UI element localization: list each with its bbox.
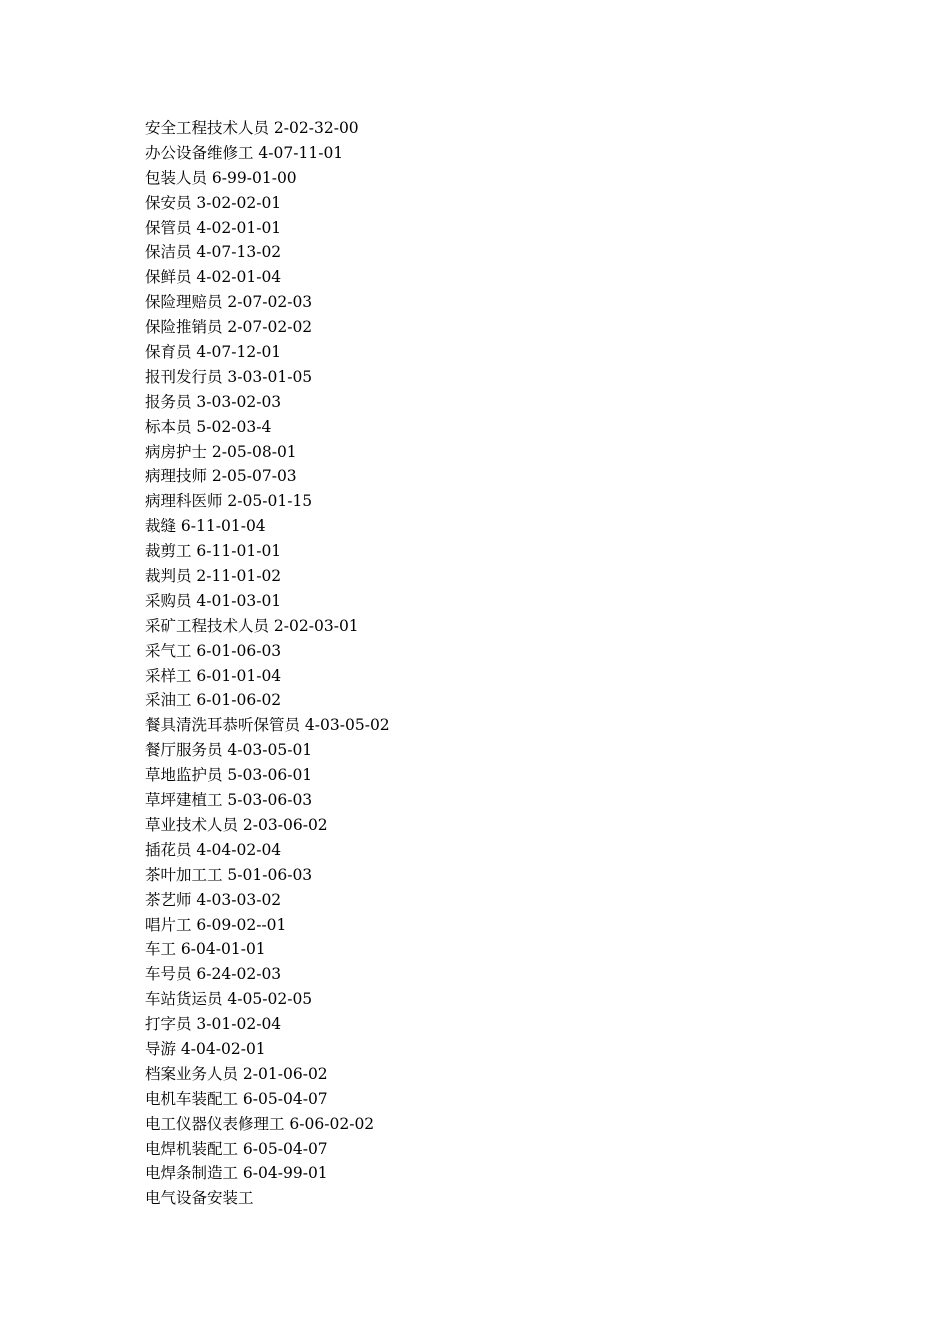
list-item: 保安员 3-02-02-01 [145, 193, 282, 212]
list-item: 病理技师 2-05-07-03 [145, 467, 297, 486]
list-item: 草地监护员 5-03-06-01 [145, 766, 313, 785]
list-item: 裁缝 6-11-01-04 [145, 517, 266, 536]
list-item: 采样工 6-01-01-04 [145, 666, 282, 685]
list-item: 保险理赔员 2-07-02-03 [145, 293, 313, 312]
list-item: 保险推销员 2-07-02-02 [145, 318, 313, 337]
list-item: 车站货运员 4-05-02-05 [145, 990, 313, 1009]
list-item: 电焊机装配工 6-05-04-07 [145, 1139, 328, 1158]
list-item: 病理科医师 2-05-01-15 [145, 492, 313, 511]
list-item: 电机车装配工 6-05-04-07 [145, 1089, 328, 1108]
list-item: 茶叶加工工 5-01-06-03 [145, 865, 313, 884]
list-item: 病房护士 2-05-08-01 [145, 442, 297, 461]
list-item: 车工 6-04-01-01 [145, 940, 266, 959]
list-item: 采气工 6-01-06-03 [145, 641, 282, 660]
list-item: 档案业务人员 2-01-06-02 [145, 1064, 328, 1083]
list-item: 餐具清洗耳恭听保管员 4-03-05-02 [145, 716, 390, 735]
list-item: 茶艺师 4-03-03-02 [145, 890, 282, 909]
list-item: 唱片工 6-09-02--01 [145, 915, 287, 934]
list-item: 餐厅服务员 4-03-05-01 [145, 741, 313, 760]
list-item: 导游 4-04-02-01 [145, 1039, 266, 1058]
list-item: 电焊条制造工 6-04-99-01 [145, 1164, 328, 1183]
occupation-code-list [145, 116, 390, 1211]
list-item: 采矿工程技术人员 2-02-03-01 [145, 616, 359, 635]
list-item: 车号员 6-24-02-03 [145, 965, 282, 984]
list-item: 保洁员 4-07-13-02 [145, 243, 282, 262]
list-item: 报务员 3-03-02-03 [145, 392, 282, 411]
list-item: 报刊发行员 3-03-01-05 [145, 367, 313, 386]
list-item: 插花员 4-04-02-04 [145, 840, 282, 859]
list-item: 草坪建植工 5-03-06-03 [145, 791, 313, 810]
list-item: 电气设备安装工 [145, 1189, 254, 1208]
list-item: 保鲜员 4-02-01-04 [145, 268, 282, 287]
list-item: 包装人员 6-99-01-00 [145, 168, 297, 187]
list-item: 保管员 4-02-01-01 [145, 218, 282, 237]
list-item: 标本员 5-02-03-4 [145, 417, 272, 436]
list-item: 草业技术人员 2-03-06-02 [145, 815, 328, 834]
list-item: 保育员 4-07-12-01 [145, 343, 282, 362]
list-item: 采购员 4-01-03-01 [145, 591, 282, 610]
list-item: 裁剪工 6-11-01-01 [145, 542, 282, 561]
list-item: 电工仪器仪表修理工 6-06-02-02 [145, 1114, 375, 1133]
list-item: 采油工 6-01-06-02 [145, 691, 282, 710]
list-item: 办公设备维修工 4-07-11-01 [145, 143, 344, 162]
list-item: 安全工程技术人员 2-02-32-00 [145, 119, 359, 137]
list-item: 裁判员 2-11-01-02 [145, 567, 282, 586]
list-item: 打字员 3-01-02-04 [145, 1015, 282, 1034]
